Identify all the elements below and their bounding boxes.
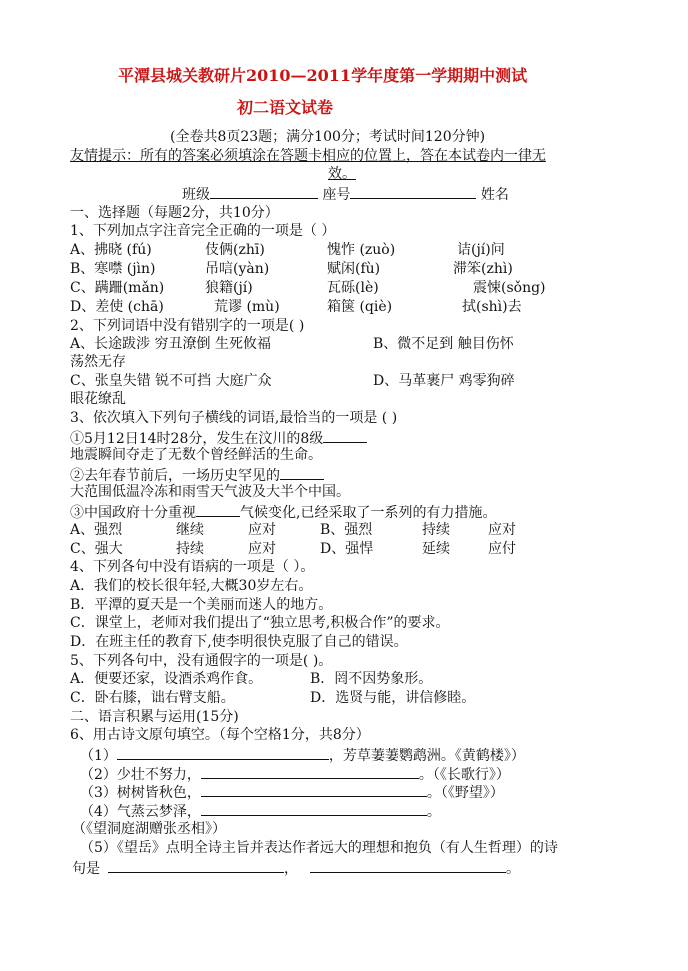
q1-d-4: 拭(shì)去 (462, 299, 522, 315)
q5-option-c: C．卧右膝，诎右臂支船。 (70, 690, 235, 706)
q4-option-b: B．平潭的夏天是一个美丽而迷人的地方。 (70, 597, 333, 613)
q5-option-a: A．便要还家，设酒杀鸡作食。 (70, 671, 263, 687)
q1-c-3: 瓦砾(lè) (327, 280, 379, 296)
q1-b-3: 赋闲(fù) (327, 261, 381, 277)
exam-title: 平潭县城关教研片2010—2011学年度第一学期期中测试 (118, 66, 528, 85)
friendly-tip-line1: 友情提示：所有的答案必须填涂在答题卡相应的位置上，答在本试卷内一律无 (70, 148, 546, 164)
q1-a-1: A、拂晓 (fú) (70, 242, 152, 258)
q6-line3: （3）树树皆秋色， 。（《野望》） (80, 782, 504, 802)
q2-option-d-cont: 眼花缭乱 (70, 391, 126, 407)
q1-c-4: 震悚(sǒng) (473, 280, 546, 296)
q3-a-1: A、强烈 (70, 522, 123, 538)
friendly-tip-line2: 效。 (328, 166, 356, 182)
q3-stem: 3、依次填入下列句子横线的词语,最恰当的一项是 ( ) (70, 410, 398, 426)
q3-sentence2a: ②去年春节前后，一场历史罕见的 (70, 465, 324, 485)
q3-sentence1a: ①5月12日14时28分，发生在汶川的8级 (70, 428, 367, 448)
q3-d-2: 延续 (422, 541, 450, 557)
q1-a-4: 诘(jí)问 (457, 242, 505, 258)
q6-line5a: （5）《望岳》点明全诗主旨并表达作者远大的理想和抱负（有人生哲理）的诗 (80, 840, 558, 856)
q5-option-b: B．罔不因势象形。 (310, 671, 433, 687)
q6-line4: （4）气蒸云梦泽， 。 (80, 801, 441, 821)
q1-a-3: 愧怍 (zuò) (327, 242, 396, 258)
q6-blank1[interactable] (117, 745, 329, 760)
q3-d-1: D、强悍 (320, 541, 374, 557)
q1-b-1: B、寒噤 (jìn) (70, 261, 156, 277)
q5-option-d: D．选贤与能，讲信修睦。 (310, 690, 476, 706)
q4-option-a: A．我们的校长很年轻,大概30岁左右。 (70, 578, 313, 594)
q2-option-b-cont: 荡然无存 (70, 354, 126, 370)
q6-blank5[interactable] (108, 858, 284, 873)
q2-option-b: B、微不足到 触目伤怀 (373, 336, 514, 352)
q3-c-3: 应对 (248, 541, 276, 557)
q3-sentence3: ③中国政府十分重视 气候变化,已经采取了一系列的有力措施。 (70, 502, 496, 522)
q1-d-2: 荒谬 (mù) (214, 299, 280, 315)
q2-stem: 2、下列词语中没有错别字的一项是( ) (70, 318, 305, 334)
q1-stem: 1、下列加点字注音完全正确的一项是（ ） (70, 223, 336, 239)
student-info-row (182, 184, 509, 204)
q1-c-2: 狼籍(jí) (205, 280, 253, 296)
q6-blank4[interactable] (201, 801, 427, 816)
q3-c-2: 持续 (176, 541, 204, 557)
class-blank[interactable] (210, 184, 318, 199)
q6-blank3[interactable] (201, 782, 427, 797)
q6-line4-source: （《望洞庭湖赠张丞相》） (72, 821, 226, 837)
q3-c-1: C、强大 (70, 541, 123, 557)
q6-line2: （2）少壮不努力， 。（《长歌行》） (80, 764, 510, 784)
q3-sentence1b: 地震瞬间夺走了无数个曾经鲜活的生命。 (70, 447, 322, 463)
q3-b-1: B、强烈 (320, 522, 373, 538)
q1-b-2: 吊唁(yàn) (205, 261, 270, 277)
q1-a-2: 伎俩(zhī) (205, 242, 265, 258)
class-label: 班级 (182, 187, 210, 203)
seat-label: 座号 (322, 187, 351, 203)
q3-b-2: 持续 (422, 522, 450, 538)
name-label: 姓名 (480, 187, 509, 203)
q3-a-3: 应对 (248, 522, 276, 538)
q3-b-3: 应对 (488, 522, 516, 538)
q6-line5b: 句是 ， 。 (72, 858, 520, 878)
section2-heading: 二、语言积累与运用(15分) (70, 709, 239, 725)
q2-option-d: D、马革裹尸 鸡零狗碎 (373, 373, 515, 389)
q3-blank2[interactable] (280, 465, 324, 480)
q4-stem: 4、下列各句中没有语病的一项是（ ）。 (70, 559, 315, 575)
q2-option-a: A、长途跋涉 穷丑潦倒 生死攸福 (70, 336, 272, 352)
q3-d-3: 应付 (488, 541, 516, 557)
exam-info: (全卷共8页23题；满分100分；考试时间120分钟) (170, 129, 486, 145)
q4-option-c: C．课堂上，老师对我们提出了“独立思考,积极合作”的要求。 (70, 615, 450, 631)
q4-option-d: D．在班主任的教育下,使李明很快克服了自己的错误。 (70, 634, 408, 650)
q3-blank3[interactable] (196, 502, 240, 517)
q3-sentence2b: 大范围低温冷冻和雨雪天气波及大半个中国。 (70, 484, 350, 500)
seat-blank[interactable] (350, 184, 476, 199)
q6-stem: 6、用古诗文原句填空。（每个空格1分，共8分） (70, 727, 370, 743)
q6-line1: （1） ，芳草萋萋鹦鹉洲。《黄鹤楼》） (80, 745, 525, 765)
q1-c-1: C、蹒跚(mǎn) (70, 280, 165, 296)
exam-subtitle: 初二语文试卷 (237, 98, 334, 117)
q2-option-c: C、张皇失错 锐不可挡 大庭广众 (70, 373, 272, 389)
q6-blank2[interactable] (201, 764, 419, 779)
q1-d-3: 箱箧 (qiè) (327, 299, 393, 315)
q3-blank1[interactable] (323, 428, 367, 443)
q1-d-1: D、差使 (chā) (70, 299, 164, 315)
q5-stem: 5、下列各句中，没有通假字的一项是( )。 (70, 653, 333, 669)
q6-blank6[interactable] (310, 858, 506, 873)
section1-heading: 一、选择题（每题2分，共10分） (70, 205, 279, 221)
q3-a-2: 继续 (176, 522, 204, 538)
q1-b-4: 滞笨(zhì) (453, 261, 513, 277)
